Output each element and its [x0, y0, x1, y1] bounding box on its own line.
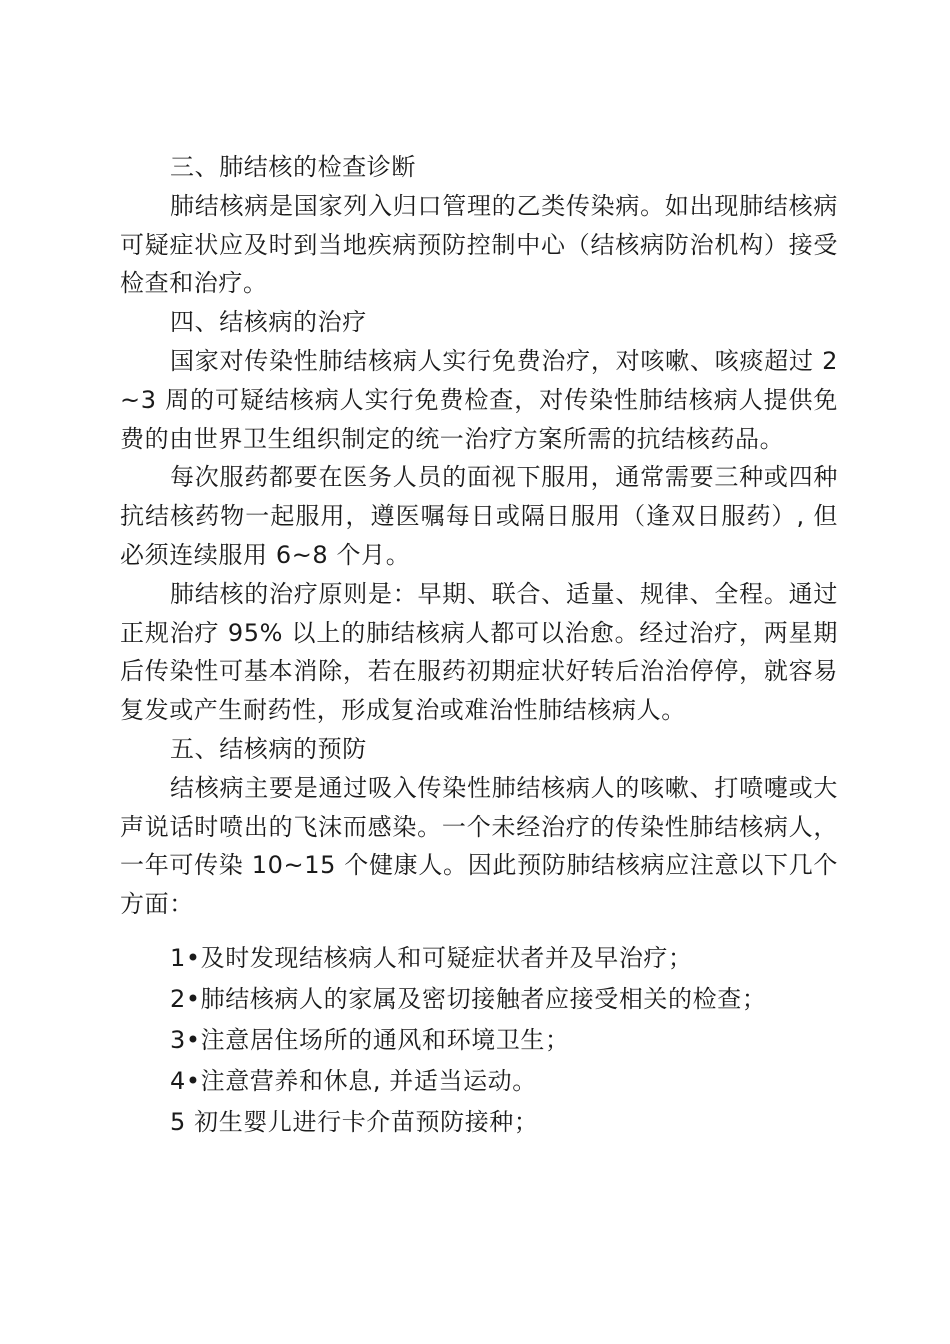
paragraph-line: 抗结核药物一起服用，遵医嘱每日或隔日服用（逢双日服药）, 但	[120, 502, 838, 531]
section-heading-prevention: 五、结核病的预防	[170, 734, 367, 763]
paragraph-line: 费的由世界卫生组织制定的统一治疗方案所需的抗结核药品。	[120, 424, 785, 453]
paragraph-line: 结核病主要是通过吸入传染性肺结核病人的咳嗽、打喷嚏或大	[170, 773, 838, 802]
paragraph-line: 检查和治疗。	[120, 269, 268, 298]
paragraph-line: 每次服药都要在医务人员的面视下服用，通常需要三种或四种	[170, 463, 838, 492]
list-item: 5 初生婴儿进行卡介苗预防接种；	[170, 1107, 539, 1136]
list-item: 4•注意营养和休息, 并适当运动。	[170, 1066, 537, 1095]
section-heading-treatment: 四、结核病的治疗	[170, 308, 367, 337]
paragraph-line: 一年可传染 10~15 个健康人。因此预防肺结核病应注意以下几个	[120, 851, 838, 880]
prevention-list	[120, 938, 838, 1143]
paragraph-line: 方面：	[120, 890, 194, 919]
paragraph-line: 肺结核病是国家列入归口管理的乙类传染病。如出现肺结核病	[170, 191, 838, 220]
paragraph-line: ~3 周的可疑结核病人实行免费检查，对传染性肺结核病人提供免	[120, 385, 838, 414]
paragraph-line: 必须连续服用 6~8 个月。	[120, 540, 411, 569]
spacer	[120, 924, 838, 938]
paragraph-line: 肺结核的治疗原则是：早期、联合、适量、规律、全程。通过	[170, 579, 838, 608]
paragraph-line: 复发或产生耐药性，形成复治或难治性肺结核病人。	[120, 696, 686, 725]
list-item: 2•肺结核病人的家属及密切接触者应接受相关的检查；	[170, 984, 767, 1013]
paragraph-line: 正规治疗 95% 以上的肺结核病人都可以治愈。经过治疗，两星期	[120, 618, 838, 647]
paragraph-line: 国家对传染性肺结核病人实行免费治疗，对咳嗽、咳痰超过 2	[170, 346, 838, 375]
document-body	[120, 148, 838, 1143]
paragraph-line: 可疑症状应及时到当地疾病预防控制中心（结核病防治机构）接受	[120, 230, 838, 259]
paragraph-line: 声说话时喷出的飞沫而感染。一个未经治疗的传染性肺结核病人，	[120, 812, 838, 841]
list-item: 1•及时发现结核病人和可疑症状者并及早治疗；	[170, 943, 693, 972]
paragraph-line: 后传染性可基本消除，若在服药初期症状好转后治治停停，就容易	[120, 657, 838, 686]
section-heading-diagnosis: 三、肺结核的检查诊断	[170, 153, 416, 181]
list-item: 3•注意居住场所的通风和环境卫生；	[170, 1025, 570, 1054]
